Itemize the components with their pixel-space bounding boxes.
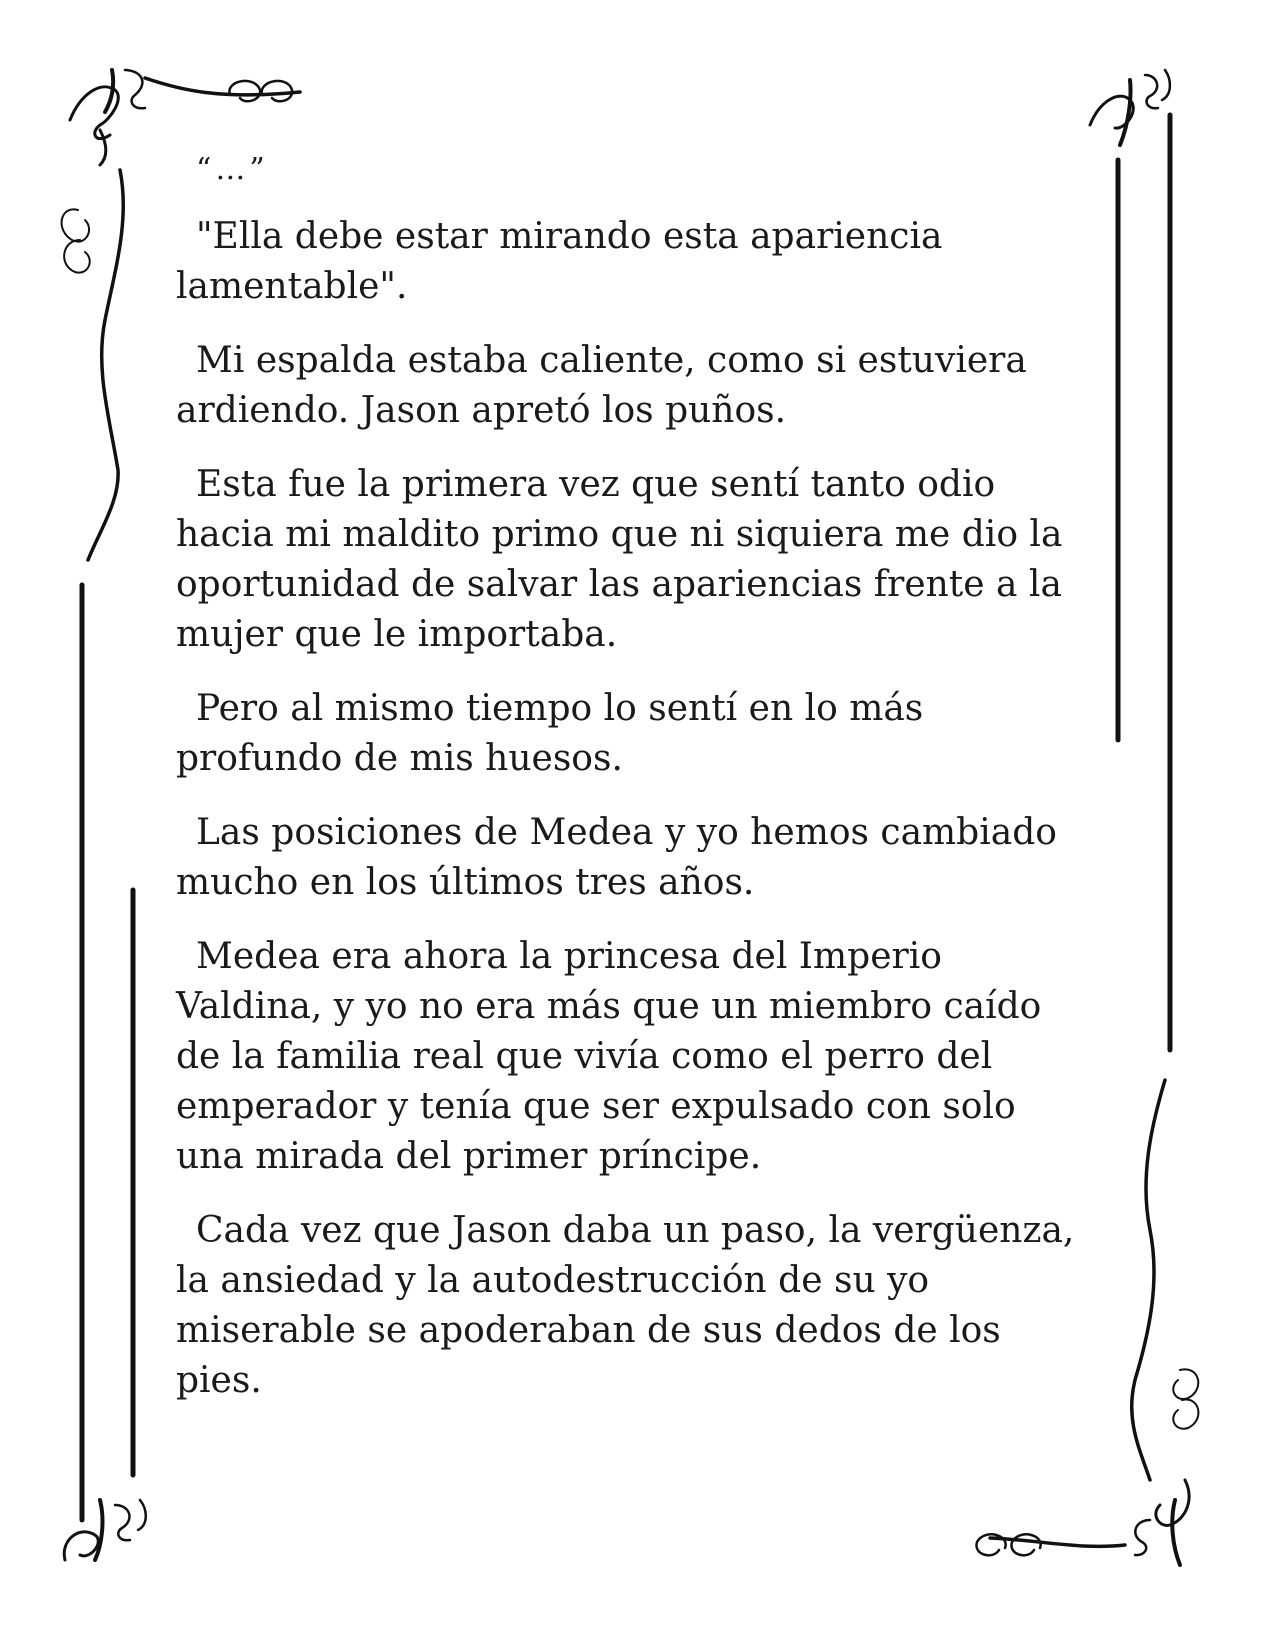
paragraph-5: Las posiciones de Medea y yo hemos cambiado mucho en los últimos tres años. <box>176 812 1057 903</box>
dialogue-ellipsis: “…” <box>196 152 269 187</box>
paragraph-1: "Ella debe estar mirando esta apariencia lamentable". <box>176 216 943 307</box>
paragraph-3: Esta fue la primera vez que sentí tanto odio hacia mi maldito primo que ni siquiera me dio la oportunidad de salvar las apariencias frente a la mujer que le importaba. <box>176 464 1063 655</box>
paragraph-7: Cada vez que Jason daba un paso, la vergüenza, la ansiedad y la autodestrucción de su yo miserable se apoderaban de sus dedos de los pies. <box>176 1210 1075 1401</box>
paragraph-2: Mi espalda estaba caliente, como si estuviera ardiendo. Jason apretó los puños. <box>176 340 1027 431</box>
top-right-flourish <box>1090 70 1170 145</box>
bottom-left-flourish <box>64 1500 146 1560</box>
story-text <box>176 150 1076 1430</box>
paragraph-6: Medea era ahora la princesa del Imperio Valdina, y yo no era más que un miembro caído de la familia real que vivía como el perro del emperador y tenía que ser expulsado con solo una mirada del primer príncipe. <box>176 936 1042 1177</box>
paragraph-4: Pero al mismo tiempo lo sentí en lo más profundo de mis huesos. <box>176 688 924 779</box>
